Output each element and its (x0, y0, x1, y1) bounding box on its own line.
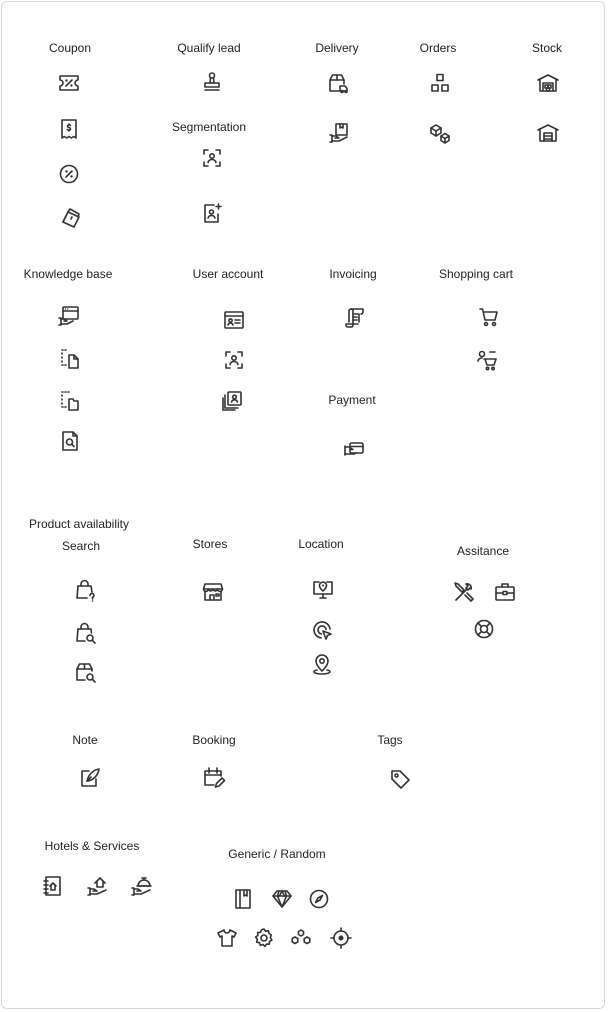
document-folder-icon (58, 389, 82, 413)
note-quill-icon (78, 765, 102, 789)
invoice-scroll-icon (343, 306, 367, 330)
section-label-location: Location (298, 537, 344, 551)
bag-question-icon (74, 578, 98, 602)
stamp-icon (200, 70, 224, 94)
section-label-invoicing: Invoicing (329, 267, 377, 281)
document-search-icon (58, 429, 82, 453)
section-label-hotels-services: Hotels & Services (44, 839, 140, 853)
section-label-coupon: Coupon (48, 41, 92, 55)
package-delivery-icon (327, 71, 351, 95)
monitor-pin-icon (311, 578, 335, 602)
contacts-stack-icon (220, 389, 244, 413)
tools-icon (452, 580, 476, 604)
cubes-icon (428, 121, 452, 145)
storefront-icon (201, 580, 225, 604)
lifebuoy-icon (472, 617, 496, 641)
crosshair-icon (329, 926, 353, 950)
section-label-orders: Orders (419, 41, 457, 55)
contact-sparkle-icon (200, 201, 224, 225)
target-cursor-icon (310, 618, 334, 642)
icon-sheet-panel (1, 1, 605, 1009)
section-label-booking: Booking (192, 733, 236, 747)
section-label-stock: Stock (531, 41, 563, 55)
map-pin-icon (310, 653, 334, 677)
hand-box-icon (327, 121, 351, 145)
section-label-product-availability: Product availability (28, 517, 130, 531)
boxes-stack-icon (428, 71, 452, 95)
receipt-icon (57, 117, 81, 141)
card-hand-icon (342, 437, 366, 461)
section-label-delivery: Delivery (315, 41, 359, 55)
coupons-stack-icon (59, 205, 83, 229)
section-label-search: Search (61, 539, 101, 553)
hexagons-icon (289, 926, 313, 950)
section-label-user-account: User account (192, 267, 264, 281)
section-label-knowledge-base: Knowledge base (23, 267, 113, 281)
section-label-tags: Tags (377, 733, 403, 747)
book-bookmark-icon (231, 887, 255, 911)
section-label-generic-random: Generic / Random (228, 847, 326, 861)
section-label-assitance: Assitance (456, 544, 510, 558)
price-tag-icon (389, 767, 413, 791)
hotel-book-icon (40, 874, 64, 898)
storage-building-icon (536, 121, 560, 145)
user-scan-icon (222, 348, 246, 372)
toolbox-icon (493, 580, 517, 604)
warehouse-icon (536, 71, 560, 95)
gear-icon (252, 926, 276, 950)
section-label-note: Note (72, 733, 98, 747)
diamond-icon (270, 887, 294, 911)
calendar-edit-icon (202, 765, 226, 789)
room-service-icon (130, 874, 154, 898)
section-label-payment: Payment (328, 393, 376, 407)
document-copy-icon (58, 347, 82, 371)
section-label-qualify-lead: Qualify lead (177, 41, 241, 55)
profile-window-icon (222, 308, 246, 332)
section-label-stores: Stores (192, 537, 228, 551)
section-label-segmentation: Segmentation (171, 120, 247, 134)
user-focus-icon (200, 146, 224, 170)
coupon-ticket-icon (57, 71, 81, 95)
compass-icon (307, 887, 331, 911)
user-cart-icon (475, 348, 499, 372)
hand-house-icon (86, 874, 110, 898)
tshirt-icon (215, 926, 239, 950)
browser-hand-icon (57, 304, 81, 328)
shopping-cart-icon (477, 305, 501, 329)
section-label-shopping-cart: Shopping cart (438, 267, 514, 281)
percent-badge-icon (57, 162, 81, 186)
bag-search-icon (74, 621, 98, 645)
box-search-icon (74, 660, 98, 684)
